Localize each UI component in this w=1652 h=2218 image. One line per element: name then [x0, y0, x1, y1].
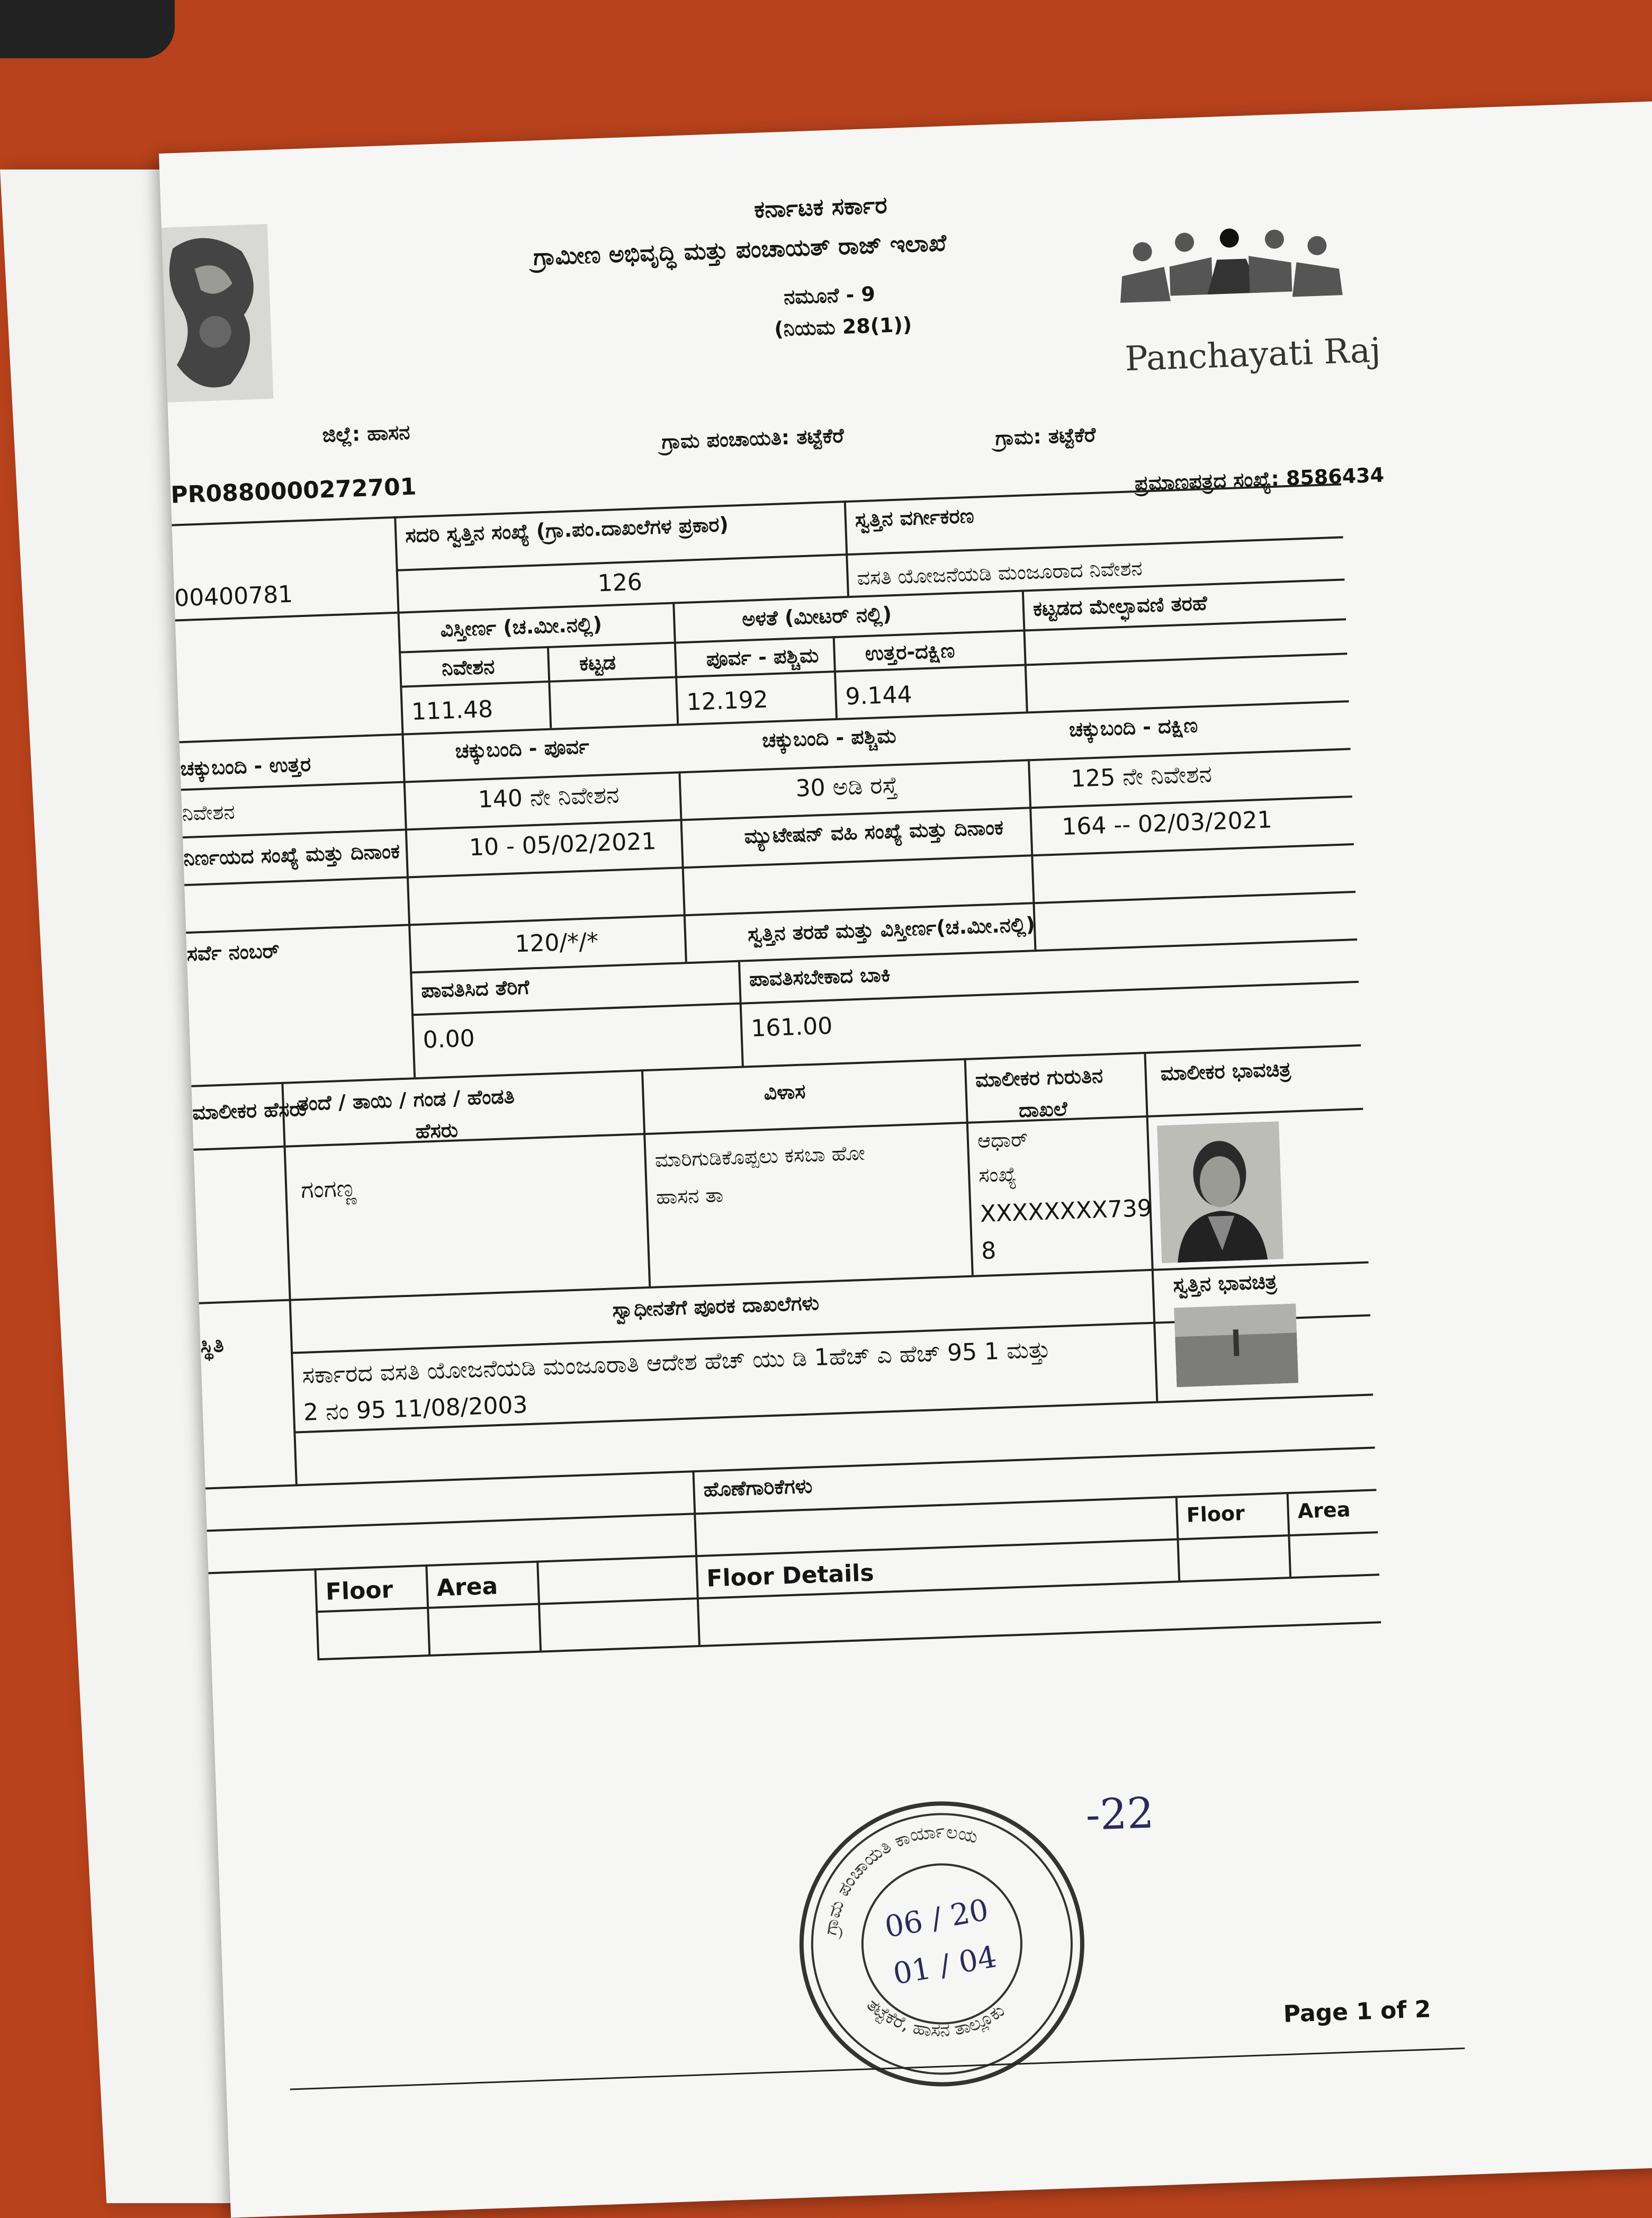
owner-address-2: ಹಾಸನ ತಾ: [656, 1183, 724, 1209]
area-header-right: Area: [1297, 1498, 1351, 1523]
id-type: ಆಧಾರ್: [977, 1127, 1029, 1153]
certificate-number: ಪ್ರಮಾಣಪತ್ರದ ಸಂಖ್ಯೆ: 8586434: [1134, 463, 1385, 496]
documents-label: ಸ್ವಾಧೀನತೆಗೆ ಪೂರಕ ದಾಖಲೆಗಳು: [612, 1291, 820, 1322]
panchayati-raj-text: Panchayati Raj: [1124, 330, 1381, 379]
property-table: [159, 101, 1652, 154]
panchayati-raj-logo: [1110, 221, 1381, 399]
north-boundary-value: ನಿವೇಶನ: [181, 800, 236, 826]
site-label: ನಿವೇಶನ: [441, 655, 495, 680]
owner-photo: [1157, 1121, 1283, 1263]
id-number-label: ಸಂಖ್ಯೆ: [978, 1162, 1017, 1187]
area-label: ವಿಸ್ತೀರ್ಣ (ಚ.ಮೀ.ನಲ್ಲಿ): [439, 612, 603, 641]
property-type-label: ಸ್ವತ್ತಿನ ತರಹೆ ಮತ್ತು ವಿಸ್ತೀರ್ಣ(ಚ.ಮೀ.ನಲ್ಲಿ): [747, 913, 1036, 946]
survey-value: 120/*/*: [514, 927, 599, 958]
owner-id-label-2: ದಾಖಲೆ: [1018, 1097, 1068, 1122]
karnataka-emblem-icon: [161, 224, 273, 403]
property-class-label: ಸ್ವತ್ತಿನ ವರ್ಗೀಕರಣ: [855, 504, 975, 532]
owner-photo-label: ಮಾಲೀಕರ ಭಾವಚಿತ್ರ: [1160, 1057, 1291, 1086]
property-number: 126: [597, 568, 643, 597]
document-line-1: ಸರ್ಕಾರದ ವಸತಿ ಯೋಜನೆಯಡಿ ಮಂಜೂರಾತಿ ಆದೇಶ ಹೆಚ್ ಯು ಡಿ 1ಹೆಚ್ ಎ ಹೆಚ್ 95 1 ಮತ್ತು: [301, 1336, 1051, 1389]
svg-text:06 / 20: 06 / 20: [882, 1892, 991, 1945]
id-number-suffix: 8: [981, 1237, 997, 1265]
owner-name-label: ಮಾಲೀಕರ ಹೆಸರು: [192, 1097, 307, 1124]
resolution-label: ನಿರ್ಣಯದ ಸಂಖ್ಯೆ ಮತ್ತು ದಿನಾಂಕ: [183, 839, 400, 871]
tax-due-label: ಪಾವತಿಸಬೇಕಾದ ಬಾಕಿ: [749, 962, 891, 991]
relative-label: ತಂದೆ / ತಾಯಿ / ಗಂಡ / ಹೆಂಡತಿ: [297, 1084, 515, 1115]
mutation-value: 164 -- 02/03/2021: [1061, 806, 1273, 841]
gram-panchayat: ಗ್ರಾಮ ಪಂಚಾಯತಿ: ತಟ್ಟೆಕೆರೆ: [661, 424, 845, 454]
east-west-value: 12.192: [686, 686, 769, 716]
relative-label-2: ಹೆಸರು: [415, 1118, 459, 1143]
page-number: Page 1 of 2: [1283, 1996, 1432, 2028]
site-area: 111.48: [411, 695, 493, 726]
dept-title: ಗ್ರಾಮೀಣ ಅಭಿವೃದ್ಧಿ ಮತ್ತು ಪಂಚಾಯತ್ ರಾಜ್ ಇಲಾಖೆ: [533, 229, 947, 271]
property-id-partial: 00400781: [174, 580, 294, 612]
village: ಗ್ರಾಮ: ತಟ್ಟೆಕೆರೆ: [994, 423, 1097, 450]
floor-header-right: Floor: [1186, 1501, 1245, 1527]
office-seal-stamp: [770, 1772, 1114, 2116]
north-south-value: 9.144: [845, 681, 913, 711]
building-label: ಕಟ್ಟಡ: [579, 650, 616, 675]
district: ಜಿಲ್ಲೆ: ಹಾಸನ: [321, 420, 411, 447]
south-boundary-label: ಚಕ್ಕುಬಂದಿ - ದಕ್ಷಿಣ: [1069, 713, 1198, 741]
east-boundary-value: 140 ನೇ ನಿವೇಶನ: [478, 781, 620, 813]
govt-title: ಕರ್ನಾಟಕ ಸರ್ಕಾರ: [753, 192, 888, 223]
survey-label: ಸರ್ವೆ ನಂಬರ್: [186, 938, 280, 966]
svg-text:ತಟ್ಟೆಕೆರೆ, ಹಾಸನ ತಾಲ್ಲೂಕು: ತಟ್ಟೆಕೆರೆ, ಹಾಸನ ತಾಲ್ಲೂಕು: [862, 1994, 1009, 2042]
tax-due-value: 161.00: [750, 1012, 833, 1042]
west-boundary-label: ಚಕ್ಕುಬಂದಿ - ಪಶ್ಚಿಮ: [761, 724, 897, 752]
form-title: ನಮೂನೆ - 9: [783, 282, 876, 309]
property-number-label: ಸದರಿ ಸ್ವತ್ತಿನ ಸಂಖ್ಯೆ (ಗ್ರಾ.ಪಂ.ದಾಖಲೆಗಳ ಪ್ರಕಾರ): [405, 512, 729, 548]
area-header-left: Area: [436, 1572, 498, 1602]
tax-paid-label: ಪಾವತಿಸಿದ ತೆರಿಗೆ: [420, 975, 530, 1003]
property-photo-label: ಸ್ವತ್ತಿನ ಭಾವಚಿತ್ರ: [1172, 1269, 1278, 1297]
building-type-label: ಕಟ್ಟಡದ ಮೇಲ್ಛಾವಣಿ ತರಹೆ: [1032, 591, 1208, 621]
handwritten-note: -22: [1084, 1788, 1155, 1840]
owner-id-label: ಮಾಲೀಕರ ಗುರುತಿನ: [975, 1063, 1103, 1092]
document-page: [159, 101, 1652, 2218]
background-surface: [0, 0, 175, 58]
svg-text:ಗ್ರಾಮ ಪಂಚಾಯತಿ ಕಾರ್ಯಾಲಯ: ಗ್ರಾಮ ಪಂಚಾಯತಿ ಕಾರ್ಯಾಲಯ: [820, 1820, 980, 1937]
north-south-label: ಉತ್ತರ-ದಕ್ಷಿಣ: [864, 639, 956, 666]
address-label: ವಿಳಾಸ: [763, 1079, 806, 1105]
rule-title: (ನಿಯಮ 28(1)): [774, 312, 912, 341]
east-boundary-label: ಚಕ್ಕುಬಂದಿ - ಪೂರ್ವ: [454, 735, 590, 763]
property-photo: [1174, 1303, 1298, 1387]
svg-text:01 / 04: 01 / 04: [890, 1939, 1000, 1992]
owner-address-1: ಮಾರಿಗುಡಿಕೊಪ್ಪಲು ಕಸಬಾ ಹೋ: [654, 1141, 866, 1172]
id-number: XXXXXXXX739: [979, 1194, 1153, 1228]
mutation-label: ಮ್ಯುಟೇಷನ್ ವಹಿ ಸಂಖ್ಯೆ ಮತ್ತು ದಿನಾಂಕ: [743, 816, 1004, 848]
property-class-value: ವಸತಿ ಯೋಜನೆಯಡಿ ಮಂಜೂರಾದ ನಿವೇಶನ: [857, 556, 1143, 590]
north-boundary-label: ಚಕ್ಕುಬಂದಿ - ಉತ್ತರ: [179, 752, 311, 781]
property-id: PR0880000272701: [170, 473, 417, 509]
south-boundary-value: 125 ನೇ ನಿವೇಶನ: [1070, 761, 1213, 793]
liabilities-label: ಹೊಣೆಗಾರಿಕೆಗಳು: [703, 1474, 813, 1501]
status-label: ಸ್ಥಿತಿ: [200, 1333, 225, 1357]
resolution-value: 10 - 05/02/2021: [469, 828, 657, 862]
tax-paid-value: 0.00: [422, 1025, 475, 1054]
west-boundary-value: 30 ಅಡಿ ರಸ್ತೆ: [795, 772, 899, 802]
dimension-label: ಅಳತೆ (ಮೀಟರ್ ನಲ್ಲಿ): [741, 602, 892, 631]
floor-details-label: Floor Details: [706, 1559, 875, 1593]
floor-header-left: Floor: [325, 1576, 394, 1606]
document-line-2: 2 ನಂ 95 11/08/2003: [303, 1391, 528, 1426]
relative-name: ಗಂಗಣ್ಣ: [300, 1175, 357, 1204]
east-west-label: ಪೂರ್ವ - ಪಶ್ಚಿಮ: [706, 643, 819, 671]
